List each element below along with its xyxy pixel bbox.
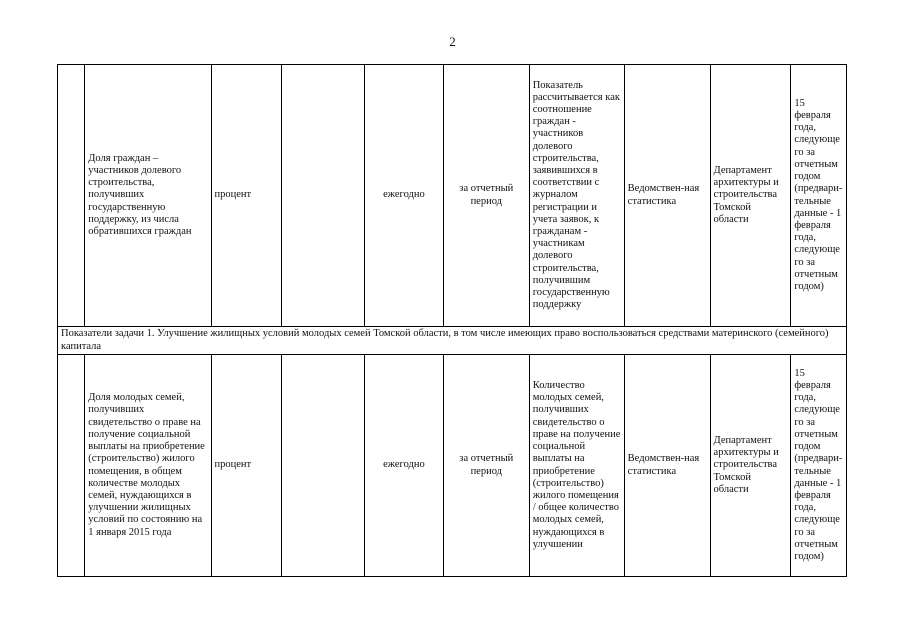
- unit-cell: процент: [211, 355, 282, 577]
- unit-cell: процент: [211, 65, 282, 327]
- empty-cell: [282, 65, 365, 327]
- row-number-cell: [58, 65, 85, 327]
- frequency-cell: ежегодно: [365, 355, 444, 577]
- calculation-method-cell: Количество молодых семей, получивших свидетельство о праве на получение социальной выплаты на приобретение (строительство) жилого помещения / общее количество молодых семей, нуждающихся в улучшении: [529, 355, 624, 577]
- indicators-table: [57, 64, 847, 577]
- table-row: [58, 355, 847, 577]
- data-source-cell: Ведомствен-ная статистика: [624, 65, 710, 327]
- period-cell: за отчетный период: [443, 355, 529, 577]
- empty-cell: [282, 355, 365, 577]
- period-cell: за отчетный период: [443, 65, 529, 327]
- row-number-cell: [58, 355, 85, 577]
- responsible-cell: Департамент архитектуры и строительства Томской области: [710, 355, 791, 577]
- calculation-method-cell: Показатель рассчитывается как соотношение граждан - участников долевого строительства, заявившихся в соответствии с журналом регистрации и учета заявок, к гражданам - участникам долевого строительства, получившим государственную поддержку: [529, 65, 624, 327]
- responsible-cell: Департамент архитектуры и строительства Томской области: [710, 65, 791, 327]
- frequency-cell: ежегодно: [365, 65, 444, 327]
- section-header-row: [58, 327, 847, 355]
- data-source-cell: Ведомствен-ная статистика: [624, 355, 710, 577]
- indicator-name-cell: Доля молодых семей, получивших свидетельство о праве на получение социальной выплаты на приобретение (строительство) жилого помещения, в общем количестве молодых семей, нуждающихся в улучшении жилищных условий по состоянию на 1 января 2015 года: [85, 355, 211, 577]
- page-number: 2: [449, 34, 456, 49]
- table-row: [58, 65, 847, 327]
- section-title: Показатели задачи 1. Улучшение жилищных условий молодых семей Томской области, в том числе имеющих право воспользоваться средствами материнского (семейного) капитала: [58, 327, 847, 355]
- indicator-name-cell: Доля граждан – участников долевого строительства, получивших государственную поддержку, из числа обратившихся граждан: [85, 65, 211, 327]
- deadline-cell: 15 февраля года, следующего за отчетным годом (предвари-тельные данные - 1 февраля года, следующего за отчетным годом): [791, 65, 847, 327]
- deadline-cell: 15 февраля года, следующего за отчетным годом (предвари-тельные данные - 1 февраля года, следующего за отчетным годом): [791, 355, 847, 577]
